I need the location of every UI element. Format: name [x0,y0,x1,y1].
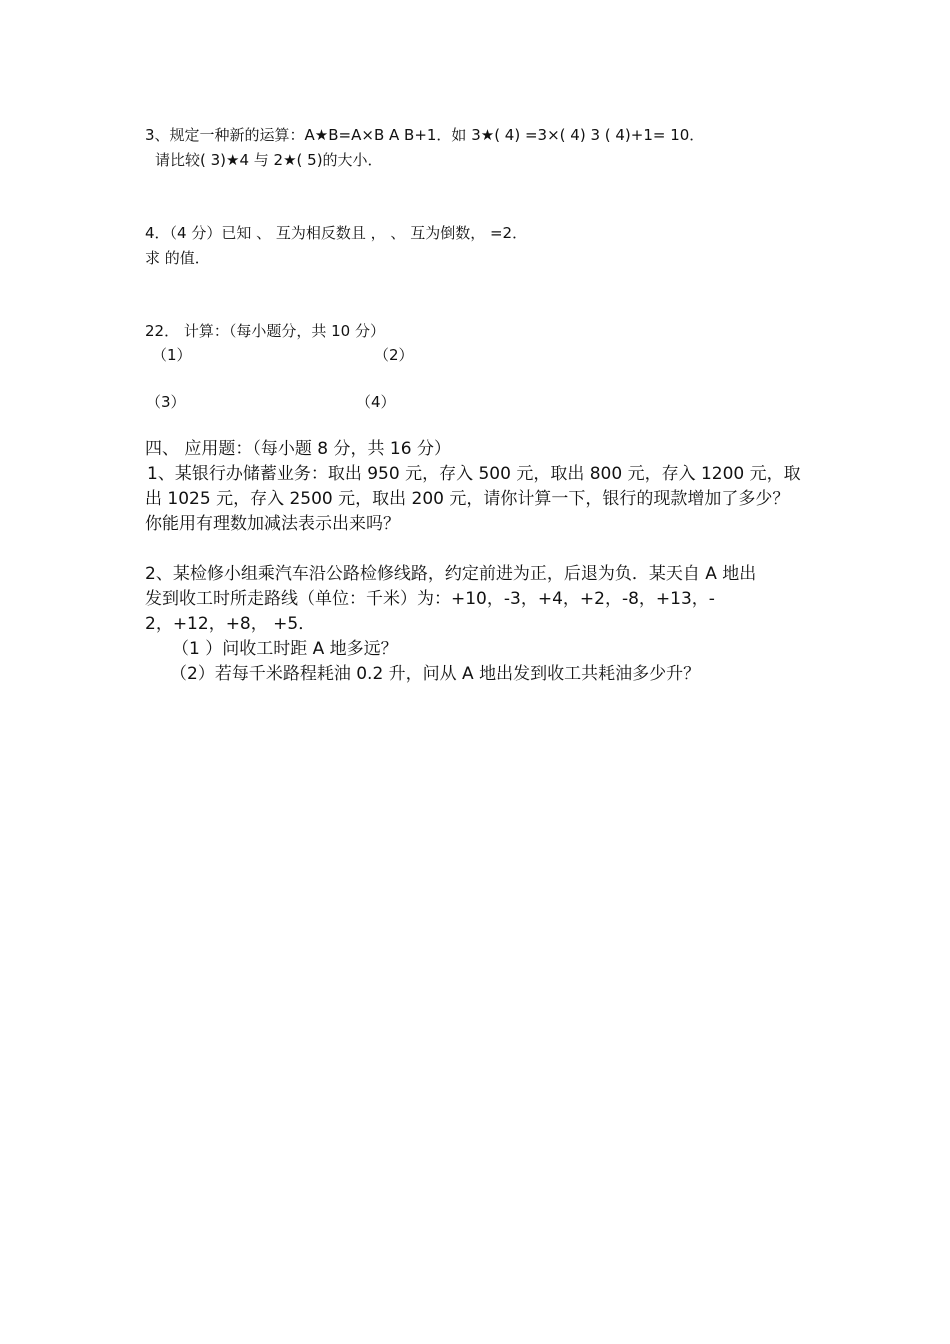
application-q2-subquestion-1: （1 ）问收工时距 A 地多远？ [172,639,398,659]
problem-22-item-1: （1） [152,346,192,364]
problem-22-item-4: （4） [356,393,396,411]
problem-22-item-2: （2） [374,346,414,364]
problem-3-question: 请比较( 3)★4 与 2★( 5)的大小． [155,151,383,169]
problem-22-item-3: （3） [146,393,186,411]
problem-4-statement: 4．（4 分）已知 、 互为相反数且 ， 、 互为倒数， =2． [145,224,528,242]
problem-22-heading: 22． 计算：（每小题分，共 10 分） [145,322,385,340]
problem-4-question: 求 的值． [145,249,210,267]
application-q1-line-3: 你能用有理数加减法表示出来吗？ [145,514,400,534]
application-q2-line-3: 2，+12，+8， +5． [145,614,316,634]
section-4-heading: 四、 应用题：（每小题 8 分，共 16 分） [145,439,451,459]
application-q2-line-2: 发到收工时所走路线（单位：千米）为：+10，-3，+4，+2，-8，+13，- [145,589,715,609]
application-q2-line-1: 2、某检修小组乘汽车沿公路检修线路，约定前进为正，后退为负．某天自 A 地出 [145,564,757,584]
problem-3-statement: 3、规定一种新的运算：A★B=A×B A B+1．如 3★( 4) =3×( 4) 3 ( 4)+1= 10． [145,126,705,144]
application-q2-subquestion-2: （2）若每千米路程耗油 0.2 升，问从 A 地出发到收工共耗油多少升？ [170,664,701,684]
application-q1-line-2: 出 1025 元，存入 2500 元，取出 200 元，请你计算一下，银行的现款增加了多少？ [145,489,790,509]
application-q1-line-1: 1、某银行办储蓄业务：取出 950 元，存入 500 元，取出 800 元，存入 1200 元，取 [147,464,801,484]
